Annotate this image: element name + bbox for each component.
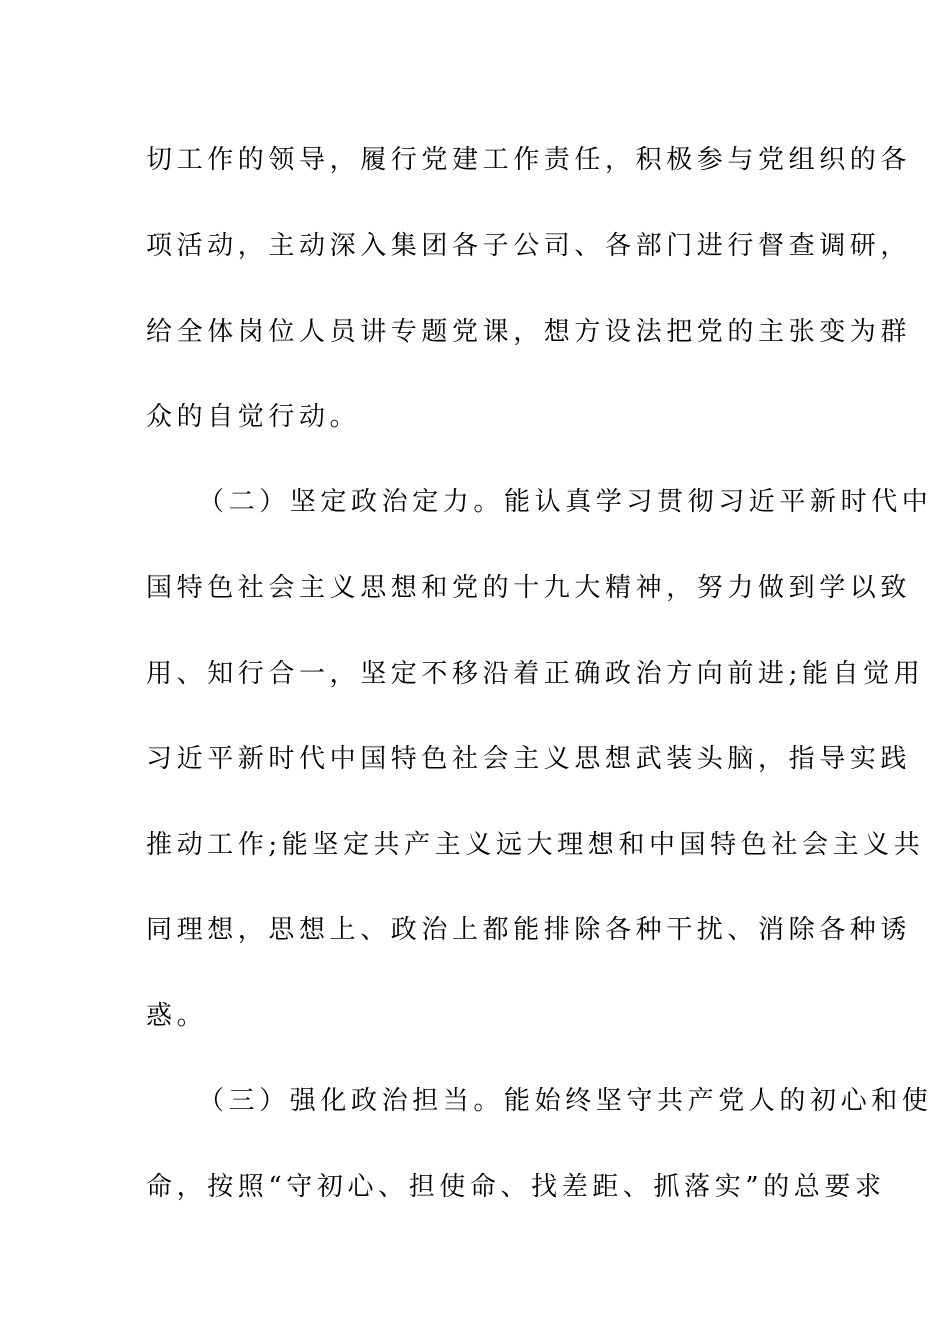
paragraph-line: 给全体岗位人员讲专题党课，想方设法把党的主张变为群 bbox=[146, 317, 912, 347]
paragraph-line: 同理想，思想上、政治上都能排除各种干扰、消除各种诱 bbox=[146, 915, 912, 945]
paragraph-line: 推动工作;能坚定共产主义远大理想和中国特色社会主义共 bbox=[146, 830, 925, 860]
paragraph-line: 惑。 bbox=[146, 1001, 208, 1031]
paragraph-line: 众的自觉行动。 bbox=[146, 402, 361, 432]
paragraph-line: 切工作的领导，履行党建工作责任，积极参与党组织的各 bbox=[146, 145, 912, 175]
paragraph-line: 国特色社会主义思想和党的十九大精神，努力做到学以致 bbox=[146, 573, 912, 603]
section-heading-line: （三）强化政治担当。能始终坚守共产党人的初心和使 bbox=[198, 1086, 933, 1116]
paragraph-line: 命，按照“守初心、担使命、找差距、抓落实”的总要求 bbox=[146, 1172, 886, 1202]
paragraph-line: 用、知行合一，坚定不移沿着正确政治方向前进;能自觉用 bbox=[146, 659, 925, 689]
paragraph-line: 项活动，主动深入集团各子公司、各部门进行督查调研， bbox=[146, 231, 912, 261]
section-heading-line: （二）坚定政治定力。能认真学习贯彻习近平新时代中 bbox=[198, 487, 933, 517]
paragraph-line: 习近平新时代中国特色社会主义思想武装头脑，指导实践 bbox=[146, 744, 912, 774]
